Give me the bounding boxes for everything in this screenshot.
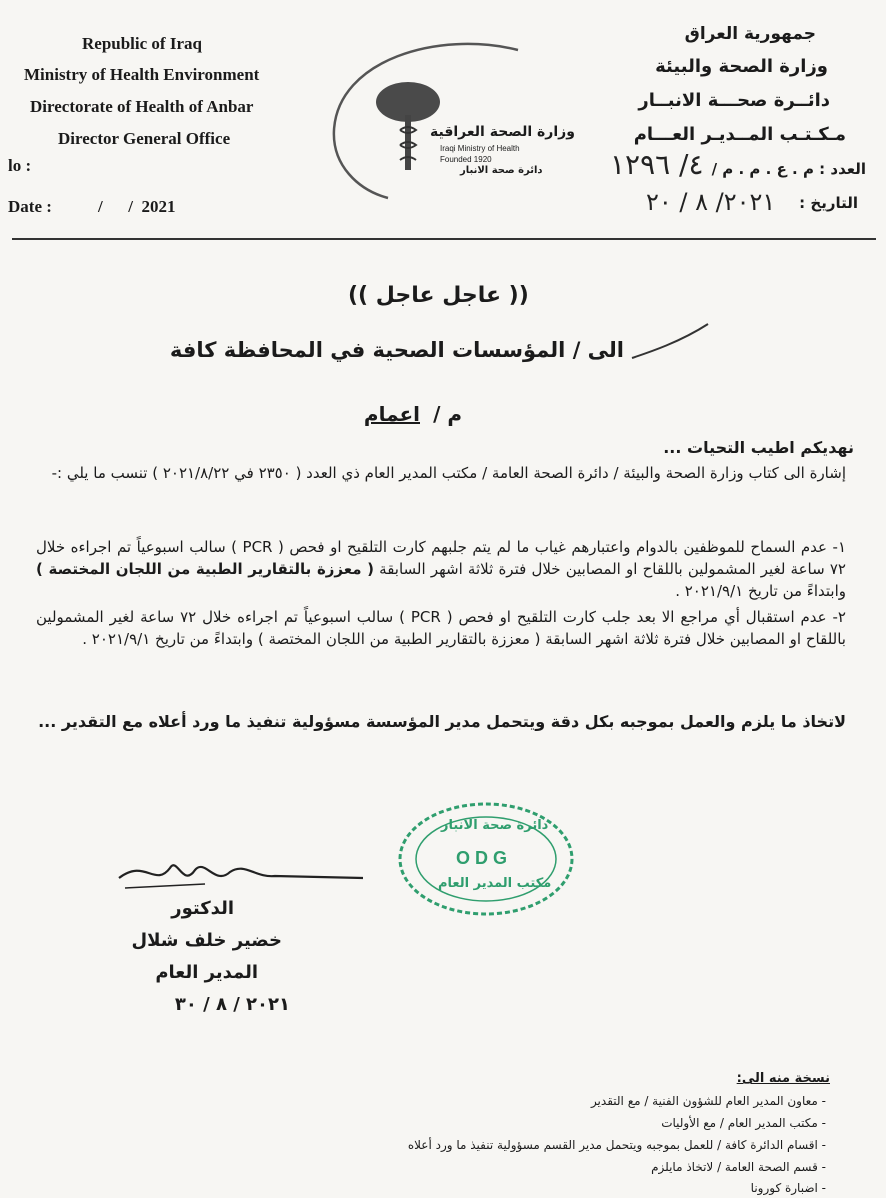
closing-line: لاتخاذ ما يلزم والعمل بموجبه بكل دقة ويتحمل مدير المؤسسة مسؤولية تنفيذ ما ورد أعلاه مع التقدير ... [38,712,846,731]
copy-item: - معاون المدير العام للشؤون الفنية / مع التقدير [590,1094,826,1108]
copy-item: - مكتب المدير العام / مع الأوليات [661,1116,826,1130]
stamp-top-text: دائرة صحة الانبار [441,818,549,833]
signature-date: ٢٠٢١ / ٨ / ٣٠ [174,994,290,1015]
header-ar-line4: مـكـتـب المــديـر العـــام [633,124,846,145]
number-label-ar: العدد : م . ع . م . م / [711,160,866,178]
copies-heading: نسخة منه الى: [736,1071,830,1086]
subject-prefix: م / [433,402,462,426]
number-value-ar: ٤/ ١٢٩٦ [610,148,704,181]
item-2: ٢- عدم استقبال أي مراجع الا بعد جلب كارت التلقيح او فحص ( PCR ) سالب اسبوعياً تم اجراءه خلال ٧٢ ساعة لغير المشمولين باللقاح او المصابين خلال فترة ثلاثة اشهر السابقة ( معززة بالتقارير الطبية من اللجان المختصة ) وابتداءً من تاريخ ٢٠٢١/٩/١ . [36,608,846,648]
number-label-en: lo : [8,156,32,175]
header-en-line2: Ministry of Health Environment [24,65,260,84]
intro-paragraph: إشارة الى كتاب وزارة الصحة والبيئة / دائرة الصحة العامة / مكتب المدير العام ذي العدد ( ٢٣٥٠ في ٢٠٢١/٨/٢٢ ) تنسب ما يلي :- [51,464,846,482]
urgent-label: (( عاجل عاجل )) [348,283,529,308]
logo-text-en2: Founded 1920 [440,155,492,164]
item-1-text: ١- عدم السماح للموظفين بالدوام واعتبارهم غياب ما لم يتم جلبهم كارت التلقيح او فحص ( PCR ) سالب اسبوعياً تم اجراءه خلال ٧٢ ساعة لغير المشمولين باللقاح او المصابين خلال فترة ثلاثة اشهر السابقة [36,538,846,578]
item-1-bold: ( معززة بالتقارير الطبية من اللجان المختصة ) [36,560,374,578]
logo-text-ar: وزارة الصحة العراقية [430,124,575,140]
copy-item: - قسم الصحة العامة / لاتخاذ مايلزم [651,1160,826,1174]
date-value-en: / / 2021 [98,197,176,216]
logo-text-ar2: دائرة صحة الانبار [460,165,543,176]
office-stamp [396,800,576,918]
handwritten-signature [115,848,365,898]
logo-text-en1: Iraqi Ministry of Health [440,144,520,153]
pen-mark [630,322,710,362]
copy-item: - اضبارة كورونا [750,1181,826,1195]
header-en-line1: Republic of Iraq [82,34,202,53]
date-value-ar: ٢٠٢١/ ٨ / ٢٠ [646,188,776,216]
header-ar-line1: جمهورية العراق [684,24,816,44]
item-1-end: وابتداءً من تاريخ ٢٠٢١/٩/١ . [675,582,846,600]
copy-item: - اقسام الدائرة كافة / للعمل بموجبه ويتحمل مدير القسم مسؤولية تنفيذ ما ورد أعلاه [407,1138,826,1152]
header-ar-line3: دائــرة صحـــة الانبــار [638,90,830,111]
header-divider [12,238,876,240]
recipient-line: الى / المؤسسات الصحية في المحافظة كافة [169,338,624,362]
ministry-logo [318,40,568,200]
header-en-line3: Directorate of Health of Anbar [30,97,254,116]
stamp-center-text: O D G [456,848,508,868]
signatory-title: الدكتور [171,898,234,919]
signatory-position: المدير العام [155,962,258,983]
date-label-ar: التاريخ : [799,194,858,212]
signatory-name: خضير خلف شلال [131,930,282,951]
header-en-line4: Director General Office [58,129,231,148]
greeting: نهديكم اطيب التحيات ... [663,438,854,457]
item-1 [36,536,846,602]
date-label-en: Date : [8,197,52,216]
subject-text: اعمام [363,402,420,426]
header-ar-line2: وزارة الصحة والبيئة [655,56,828,77]
stamp-bottom-text: مكتب المدير العام [438,876,552,891]
